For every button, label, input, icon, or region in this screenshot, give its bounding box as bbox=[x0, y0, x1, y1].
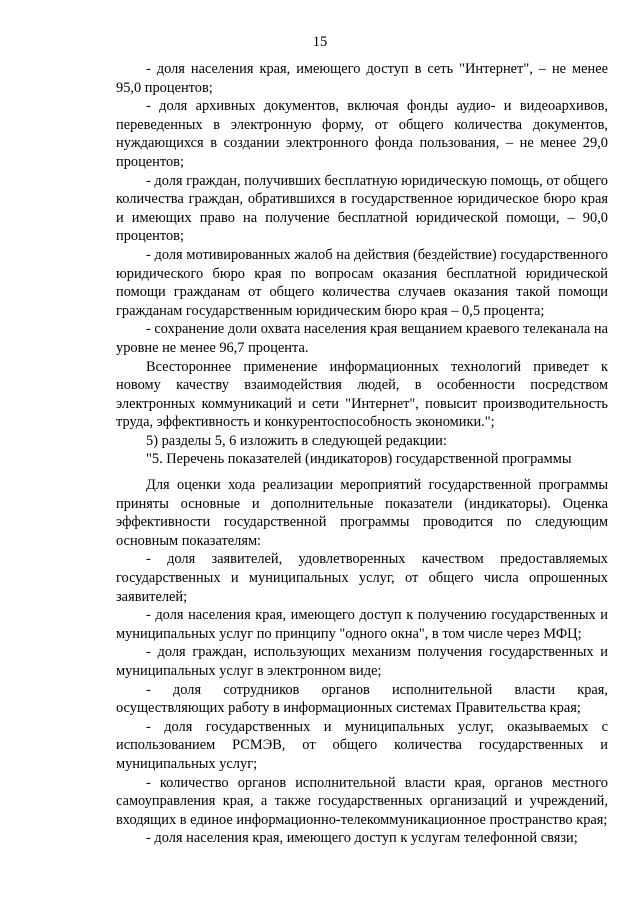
paragraph: 5) разделы 5, 6 изложить в следующей редакции: bbox=[146, 432, 447, 449]
paragraph: - доля заявителей, удовлетворенных качеством предоставляемых государственных и муниципальных услуг, от общего числа опрошенных заявителей; bbox=[116, 551, 608, 605]
paragraph: - доля сотрудников органов исполнительной власти края, осуществляющих работу в информационных системах Правительства края; bbox=[116, 681, 608, 717]
paragraph: Для оценки хода реализации мероприятий государственной программы приняты основные и дополнительные показатели (индикаторы). Оценка эффективности государственной программы проводится по следующим основным показателям: bbox=[116, 477, 608, 549]
paragraph: - доля мотивированных жалоб на действия (бездействие) государственного юридического бюро края по вопросам оказания бесплатной юридической помощи гражданам от общего количества случаев оказания такой помощи гражданам государственным юридическим бюро края – 0,5 процента; bbox=[116, 246, 608, 319]
paragraph: - доля государственных и муниципальных услуг, оказываемых с использованием РСМЭВ, от общего количества государственных и муниципальных услуг; bbox=[116, 718, 608, 772]
paragraph: - количество органов исполнительной власти края, органов местного самоуправления края, а также государственных организаций и учреждений, входящих в единое информационно-телекоммуникационное пространство края; bbox=[116, 774, 608, 828]
paragraph: - доля населения края, имеющего доступ к получению государственных и муниципальных услуг по принципу "одного окна", в том числе через МФЦ; bbox=[116, 607, 608, 642]
paragraph: - сохранение доли охвата населения края вещанием краевого телеканала на уровне не менее 96,7 процента. bbox=[116, 321, 608, 356]
document-body bbox=[116, 60, 608, 848]
page-number: 15 bbox=[312, 34, 328, 50]
section-heading: "5. Перечень показателей (индикаторов) государственной программы bbox=[146, 451, 572, 468]
paragraph: - доля населения края, имеющего доступ в сеть "Интернет", – не менее 95,0 процентов; bbox=[116, 61, 608, 96]
paragraph: - доля населения края, имеющего доступ к услугам телефонной связи; bbox=[146, 830, 578, 847]
paragraph: Всестороннее применение информационных технологий приведет к новому качеству взаимодействия людей, в особенности посредством электронных коммуникаций и сети "Интернет", повысит производительность труда, эффективность и конкурентоспособность экономики."; bbox=[116, 358, 608, 431]
paragraph: - доля архивных документов, включая фонды аудио- и видеоархивов, переведенных в электронную форму, от общего количества документов, нуждающихся в создании электронного фонда пользования, – не менее 29,0 процентов; bbox=[116, 98, 608, 170]
paragraph: - доля граждан, получивших бесплатную юридическую помощь, от общего количества граждан, обратившихся в государственное юридическое бюро края и имеющих право на получение бесплатной юридической помощи, – 90,0 процентов; bbox=[116, 172, 608, 245]
paragraph: - доля граждан, использующих механизм получения государственных и муниципальных услуг в электронном виде; bbox=[116, 644, 608, 679]
